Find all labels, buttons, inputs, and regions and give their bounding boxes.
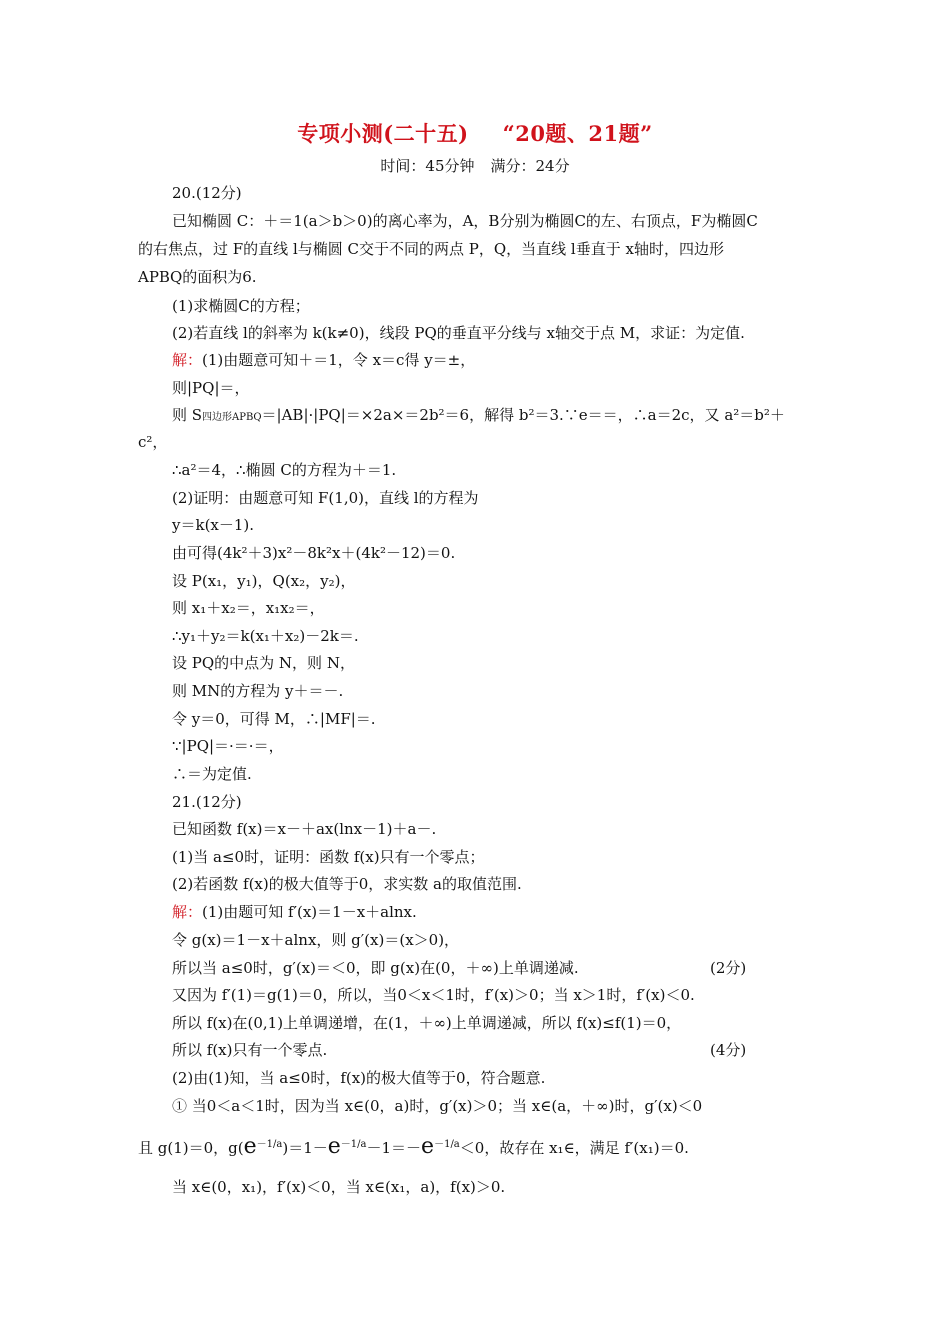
score-mark: (2分): [710, 959, 747, 977]
question-21-stem: 已知函数 f(x)＝x－＋ax(lnx－1)＋a－.: [172, 820, 437, 838]
solution-text: 且 g(1)＝0，g(: [138, 1139, 244, 1157]
page-title: [0, 118, 950, 148]
solution-line: [138, 1135, 689, 1158]
solution-line: ∴y₁＋y₂＝k(x₁＋x₂)－2k＝.: [172, 627, 359, 645]
solution-line: (2)证明：由题意可知 F(1,0)，直线 l的方程为: [172, 489, 479, 507]
question-20-part-1: (1)求椭圆C的方程；: [172, 297, 310, 315]
solution-line: 设 PQ的中点为 N，则 N，: [172, 654, 355, 672]
solution-line: 则 MN的方程为 y＋＝－.: [172, 682, 344, 700]
solution-label: 解：: [172, 903, 203, 921]
question-20-stem-line: APBQ的面积为6.: [138, 268, 257, 286]
solution-text: (1)由题可知 f′(x)＝1－x＋alnx.: [202, 903, 417, 921]
area-subscript: 四边形APBQ: [202, 412, 262, 423]
solution-line: [172, 350, 475, 370]
solution-line: 所以 f(x)只有一个零点.: [172, 1041, 328, 1059]
solution-line: 又因为 f′(1)＝g(1)＝0，所以，当0＜x＜1时，f′(x)＞0；当 x＞1时，f′(x)＜0.: [172, 986, 695, 1004]
solution-line: y＝k(x－1).: [172, 516, 255, 534]
exponent: －1/a: [340, 1139, 367, 1150]
solution-line: 由可得(4k²＋3)x²－8k²x＋(4k²－12)＝0.: [172, 544, 456, 562]
solution-line: 则|PQ|＝，: [172, 379, 250, 397]
title-topic: “20题、21题”: [502, 121, 653, 146]
solution-line: ∴a²＝4，∴椭圆 C的方程为＋＝1.: [172, 461, 397, 479]
exponent: －1/a: [256, 1139, 283, 1150]
question-20-stem-line: 已知椭圆 C：＋＝1(a＞b＞0)的离心率为，A，B分别为椭圆C的左、右顶点，F为椭圆C: [172, 212, 758, 230]
title-main: 专项小测(二十五): [297, 121, 469, 146]
solution-line: (2)由(1)知，当 a≤0时，f(x)的极大值等于0，符合题意.: [172, 1069, 546, 1087]
solution-text: (1)由题意可知＋＝1，令 x＝c得 y＝±，: [202, 351, 476, 369]
solution-text: －1＝－: [366, 1139, 422, 1157]
solution-line: 所以当 a≤0时，g′(x)＝＜0，即 g(x)在(0，＋∞)上单调递减.: [172, 959, 579, 977]
solution-text: ＜0，故存在 x₁∈，满足 f′(x₁)＝0.: [459, 1139, 689, 1157]
score-mark: (4分): [710, 1041, 747, 1059]
question-21-part-2: (2)若函数 f(x)的极大值等于0，求实数 a的取值范围.: [172, 875, 522, 893]
solution-text: ＝|AB|·|PQ|＝×2a×＝2b²＝6，解得 b²＝3.∵e＝＝，∴a＝2c，又 a²＝b²＋: [261, 406, 785, 424]
solution-label: 解：: [172, 351, 203, 369]
solution-line: ∵|PQ|＝·＝·＝，: [172, 737, 284, 755]
question-20-part-2: (2)若直线 l的斜率为 k(k≠0)，线段 PQ的垂直平分线与 x轴交于点 M，求证：为定值.: [172, 324, 745, 342]
solution-line: [172, 902, 417, 922]
question-20-heading: 20.(12分): [172, 184, 242, 202]
solution-line: 所以 f(x)在(0,1)上单调递增，在(1，＋∞)上单调递减，所以 f(x)≤f(1)＝0，: [172, 1014, 682, 1032]
solution-line: 设 P(x₁，y₁)，Q(x₂，y₂)，: [172, 572, 356, 590]
full-score: 满分：24分: [490, 157, 570, 175]
exponential-base: e: [421, 1134, 435, 1159]
question-21-heading: 21.(12分): [172, 793, 242, 811]
solution-line: c²，: [138, 433, 168, 451]
time-and-score: [0, 155, 950, 176]
solution-line: 当 x∈(0，x₁)，f′(x)＜0，当 x∈(x₁，a)，f(x)＞0.: [172, 1178, 506, 1196]
solution-text: 则 S: [172, 406, 203, 424]
time-limit: 时间：45分钟: [380, 157, 475, 175]
solution-line: ① 当0＜a＜1时，因为当 x∈(0，a)时，g′(x)＞0；当 x∈(a，＋∞)时，g′(x)＜0: [172, 1097, 703, 1115]
exponent: －1/a: [434, 1139, 460, 1150]
solution-line: 则 x₁＋x₂＝，x₁x₂＝，: [172, 599, 325, 617]
solution-text: )＝1－: [282, 1139, 328, 1157]
exponential-base: e: [243, 1134, 257, 1159]
exponential-base: e: [327, 1134, 341, 1159]
solution-line: ∴＝为定值.: [172, 765, 252, 783]
question-20-stem-line: 的右焦点，过 F的直线 l与椭圆 C交于不同的两点 P，Q，当直线 l垂直于 x轴时，四边形: [138, 240, 724, 258]
question-21-part-1: (1)当 a≤0时，证明：函数 f(x)只有一个零点；: [172, 848, 485, 866]
solution-line: 令 y＝0，可得 M，∴|MF|＝.: [172, 710, 376, 728]
solution-line: [172, 405, 785, 428]
solution-line: 令 g(x)＝1－x＋alnx，则 g′(x)＝(x＞0)，: [172, 931, 460, 949]
